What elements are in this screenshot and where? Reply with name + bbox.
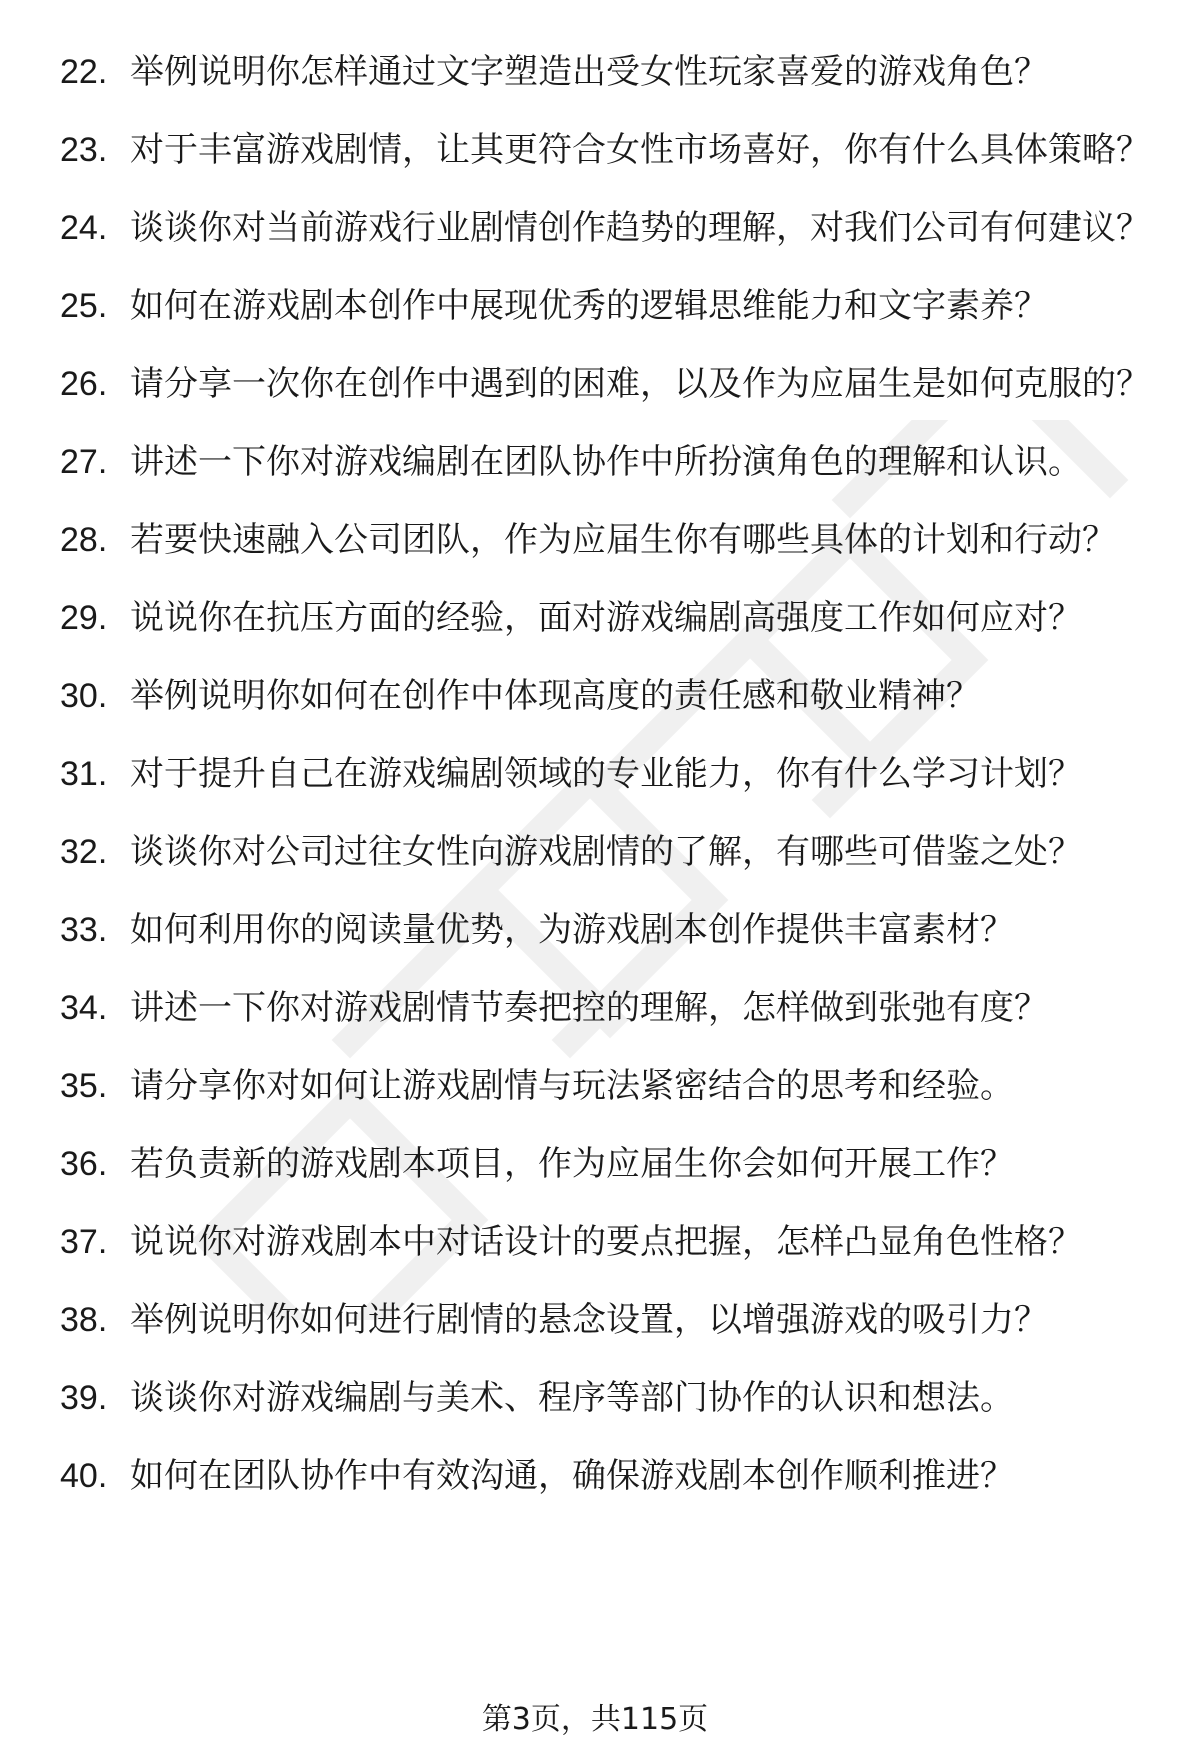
- question-text: 请分享你对如何让游戏剧情与玩法紧密结合的思考和经验。: [130, 1066, 1014, 1106]
- question-number: 40.: [60, 1457, 108, 1495]
- question-text: 如何利用你的阅读量优势，为游戏剧本创作提供丰富素材？: [130, 910, 1014, 950]
- question-number: 36.: [60, 1145, 108, 1183]
- question-item: [60, 362, 1150, 406]
- question-number: 30.: [60, 677, 108, 715]
- question-text: 如何在游戏剧本创作中展现优秀的逻辑思维能力和文字素养？: [130, 286, 1048, 326]
- question-number: 37.: [60, 1223, 108, 1261]
- question-item: [60, 128, 1150, 172]
- question-item: [60, 596, 1150, 640]
- question-item: [60, 674, 1150, 718]
- question-number: 32.: [60, 833, 108, 871]
- question-number: 26.: [60, 365, 108, 403]
- question-number: 31.: [60, 755, 108, 793]
- question-item: [60, 1142, 1150, 1186]
- question-text: 谈谈你对公司过往女性向游戏剧情的了解，有哪些可借鉴之处？: [130, 832, 1082, 872]
- question-text: 对于丰富游戏剧情，让其更符合女性市场喜好，你有什么具体策略？: [130, 130, 1150, 170]
- question-number: 38.: [60, 1301, 108, 1339]
- question-number: 23.: [60, 131, 108, 169]
- question-text: 若负责新的游戏剧本项目，作为应届生你会如何开展工作？: [130, 1144, 1014, 1184]
- question-item: [60, 752, 1150, 796]
- question-text: 举例说明你怎样通过文字塑造出受女性玩家喜爱的游戏角色？: [130, 52, 1048, 92]
- question-item: [60, 206, 1150, 250]
- question-item: [60, 1064, 1150, 1108]
- question-text: 对于提升自己在游戏编剧领域的专业能力，你有什么学习计划？: [130, 754, 1082, 794]
- page-number-footer: 第3页，共115页: [481, 1702, 709, 1737]
- question-number: 34.: [60, 989, 108, 1027]
- question-item: [60, 830, 1150, 874]
- question-text: 谈谈你对游戏编剧与美术、程序等部门协作的认识和想法。: [130, 1378, 1014, 1418]
- question-item: [60, 986, 1150, 1030]
- question-text: 如何在团队协作中有效沟通，确保游戏剧本创作顺利推进？: [130, 1456, 1014, 1496]
- question-item: [60, 1454, 1150, 1498]
- question-text: 说说你对游戏剧本中对话设计的要点把握，怎样凸显角色性格？: [130, 1222, 1082, 1262]
- question-number: 25.: [60, 287, 108, 325]
- question-item: [60, 518, 1150, 562]
- question-number: 33.: [60, 911, 108, 949]
- question-number: 39.: [60, 1379, 108, 1417]
- question-number: 22.: [60, 53, 108, 91]
- question-item: [60, 908, 1150, 952]
- question-number: 28.: [60, 521, 108, 559]
- question-text: 请分享一次你在创作中遇到的困难，以及作为应届生是如何克服的？: [130, 364, 1150, 404]
- question-item: [60, 1298, 1150, 1342]
- question-text: 讲述一下你对游戏剧情节奏把控的理解，怎样做到张弛有度？: [130, 988, 1048, 1028]
- question-number: 27.: [60, 443, 108, 481]
- question-number: 35.: [60, 1067, 108, 1105]
- question-item: [60, 1376, 1150, 1420]
- question-text: 举例说明你如何在创作中体现高度的责任感和敬业精神？: [130, 676, 980, 716]
- question-text: 说说你在抗压方面的经验，面对游戏编剧高强度工作如何应对？: [130, 598, 1082, 638]
- question-text: 举例说明你如何进行剧情的悬念设置，以增强游戏的吸引力？: [130, 1300, 1048, 1340]
- question-item: [60, 50, 1150, 94]
- question-text: 若要快速融入公司团队，作为应届生你有哪些具体的计划和行动？: [130, 520, 1116, 560]
- question-number: 29.: [60, 599, 108, 637]
- question-item: [60, 1220, 1150, 1264]
- question-number: 24.: [60, 209, 108, 247]
- question-text: 讲述一下你对游戏编剧在团队协作中所扮演角色的理解和认识。: [130, 442, 1082, 482]
- question-item: [60, 440, 1150, 484]
- question-text: 谈谈你对当前游戏行业剧情创作趋势的理解，对我们公司有何建议？: [130, 208, 1150, 248]
- question-list: [60, 50, 1150, 1532]
- question-item: [60, 284, 1150, 328]
